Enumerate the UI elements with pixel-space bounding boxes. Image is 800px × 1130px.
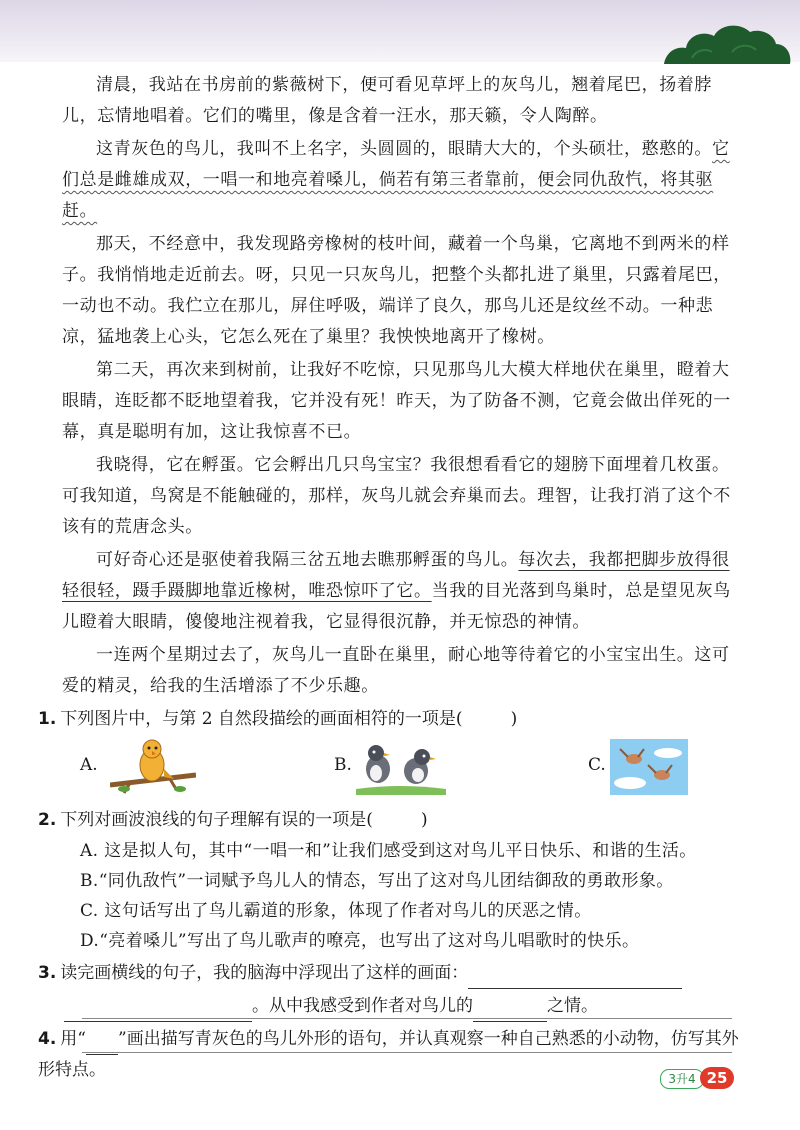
question-2-text: 下列对画波浪线的句子理解有误的一项是( bbox=[60, 810, 373, 830]
option-a-label: A. bbox=[80, 755, 98, 775]
grade-badge: 3升4 bbox=[660, 1069, 704, 1089]
question-1 bbox=[38, 704, 742, 735]
passage-paragraph-3: 那天，不经意中，我发现路旁橡树的枝叶间，藏着一个鸟巢，它离地不到两米的样子。我悄悄地走近前去。呀，只见一只灰鸟儿，把整个头都扎进了巢里，只露着尾巴，一动也不动。我伫立在那儿，屏住呼吸，端详了良久，那鸟儿还是纹丝不动。一种悲凉，猛地袭上心头，它怎么死在了巢里？我怏怏地离开了橡树。 bbox=[62, 234, 731, 347]
question-2-number: 2. bbox=[38, 810, 57, 830]
passage-paragraph-4: 第二天，再次来到树前，让我好不吃惊，只见那鸟儿大模大样地伏在巢里，瞪着大眼睛，连眨都不眨地望着我，它并没有死！昨天，为了防备不测，它竟会做出佯死的一幕，真是聪明有加，这让我惊喜不已。 bbox=[62, 360, 731, 442]
passage-paragraph-1: 清晨，我站在书房前的紫薇树下，便可看见草坪上的灰鸟儿，翘着尾巴，扬着脖儿，忘情地唱着。它们的嘴里，像是含着一汪水，那天籁，令人陶醉。 bbox=[62, 75, 712, 126]
question-2-option-d[interactable]: D.“亮着嗓儿”写出了鸟儿歌声的嘹亮，也写出了这对鸟儿唱歌时的快乐。 bbox=[80, 931, 640, 951]
question-1-number: 1. bbox=[38, 709, 57, 729]
question-4-pre: 用“ bbox=[60, 1029, 86, 1049]
paragraph-2-text: 这青灰色的鸟儿，我叫不上名字，头圆圆的，眼睛大大的，个头硕壮，憨憨的。 bbox=[96, 139, 712, 159]
paragraph-6-text-a: 可好奇心还是驱使着我隔三岔五地去瞧那孵蛋的鸟儿。 bbox=[96, 550, 519, 570]
question-3-mid: 。从中我感受到作者对鸟儿的 bbox=[252, 996, 473, 1016]
question-3-number: 3. bbox=[38, 963, 57, 983]
wavy-underlined-sentence: 它们总是雌雄成双，一唱一和地亮着嗓儿，倘若有第三者靠前，便会同仇敌忾，将其驱赶。 bbox=[62, 139, 730, 221]
question-3 bbox=[38, 958, 742, 989]
worksheet-content bbox=[38, 70, 742, 1086]
option-c[interactable] bbox=[588, 739, 748, 795]
question-2 bbox=[38, 805, 742, 836]
underlined-sentence: 每次去，我都把脚步放得很轻很轻，蹑手蹑脚地靠近橡树，唯恐惊吓了它。 bbox=[62, 550, 730, 601]
bird-on-branch-icon bbox=[110, 739, 196, 795]
question-1-close: ) bbox=[510, 709, 518, 729]
page-number: 25 bbox=[700, 1067, 734, 1089]
paragraph-6-text-c: 当我的目光落到鸟巢时，总是望见灰鸟儿瞪着大眼睛，傻傻地注视着我，它显得很沉静，并无惊恐的神情。 bbox=[62, 581, 731, 632]
question-3-text: 读完画横线的句子，我的脑海中浮现出了这样的画面： bbox=[60, 963, 469, 983]
birds-in-sky-icon bbox=[610, 739, 688, 795]
question-1-text: 下列图片中，与第 2 自然段描绘的画面相符的一项是( bbox=[60, 709, 463, 729]
answer-line-1[interactable] bbox=[82, 1018, 732, 1019]
question-1-options bbox=[62, 739, 742, 799]
option-c-label: C. bbox=[588, 755, 606, 775]
option-a[interactable] bbox=[80, 739, 200, 795]
question-4 bbox=[38, 1024, 742, 1086]
page-footer bbox=[660, 1067, 738, 1089]
passage-paragraph-5: 我晓得，它在孵蛋。它会孵出几只鸟宝宝？我很想看看它的翅膀下面埋着几枚蛋。可我知道，鸟窝是不能触碰的，那样，灰鸟儿就会弃巢而去。理智，让我打消了这个不该有的荒唐念头。 bbox=[62, 455, 731, 537]
passage-paragraph-6 bbox=[62, 545, 742, 638]
answer-blank[interactable] bbox=[468, 968, 682, 989]
question-2-option-a[interactable]: A. 这是拟人句，其中“一唱一和”让我们感受到这对鸟儿平日快乐、和谐的生活。 bbox=[80, 841, 697, 861]
option-b-label: B. bbox=[334, 755, 352, 775]
question-4-post: ”画出描写青灰色的鸟儿外形的语句，并认真观察一种自己熟悉的小动物，仿写其外形特点。 bbox=[38, 1029, 739, 1080]
question-2-close: ) bbox=[420, 810, 428, 830]
bush-decoration-icon bbox=[662, 22, 792, 64]
question-2-option-c[interactable]: C. 这句话写出了鸟儿霸道的形象，体现了作者对鸟儿的厌恶之情。 bbox=[80, 901, 592, 921]
passage-paragraph-2 bbox=[62, 134, 742, 227]
answer-line-2[interactable] bbox=[82, 1052, 732, 1053]
option-b[interactable] bbox=[334, 739, 464, 795]
two-gray-birds-icon bbox=[356, 739, 446, 795]
passage-paragraph-7: 一连两个星期过去了，灰鸟儿一直卧在巢里，耐心地等待着它的小宝宝出生。这可爱的精灵，给我的生活增添了不少乐趣。 bbox=[62, 645, 730, 696]
question-4-number: 4. bbox=[38, 1029, 57, 1049]
question-2-option-b[interactable]: B.“同仇敌忾”一词赋予鸟儿人的情态，写出了这对鸟儿团结御敌的勇敢形象。 bbox=[80, 871, 674, 891]
question-3-end: 之情。 bbox=[547, 996, 598, 1016]
